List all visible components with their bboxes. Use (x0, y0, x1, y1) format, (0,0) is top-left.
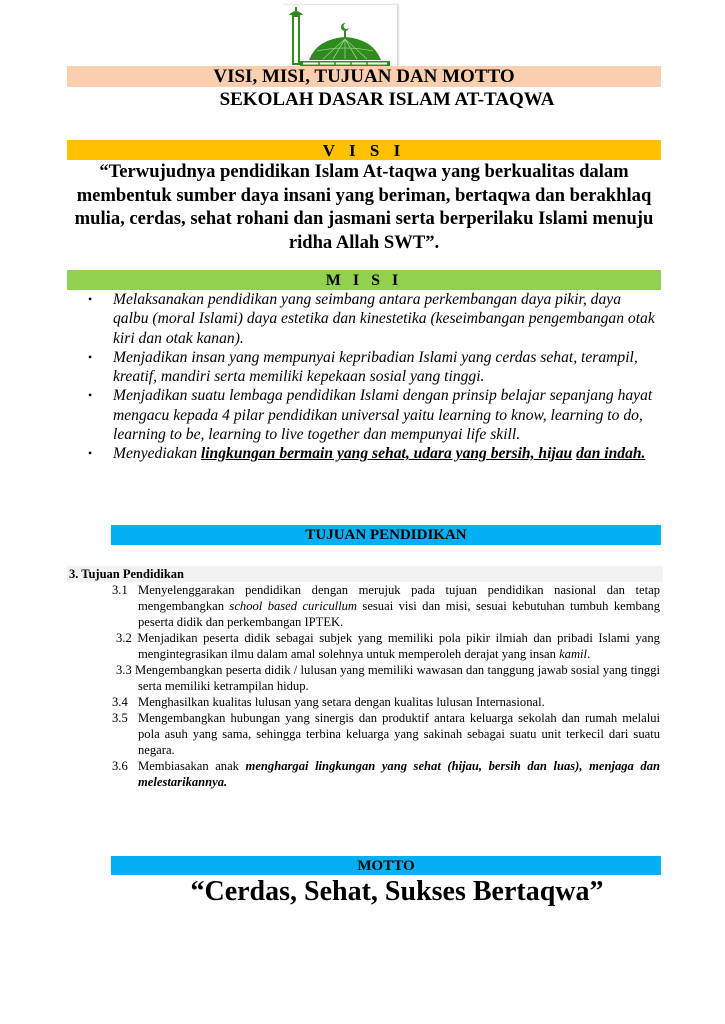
item-number: 3.3 (116, 663, 132, 677)
misi-item: • Melaksanakan pendidikan yang seimbang antara perkembangan daya pikir, daya qalbu (moral Islami) daya estetika dan kinestetika (keseimbangan pengembangan otak kiri dan otak kanan). (88, 291, 655, 347)
tujuan-list (112, 582, 660, 790)
document-title: VISI, MISI, TUJUAN DAN MOTTO (67, 66, 661, 87)
item-number: 3.2 (116, 631, 132, 645)
visi-statement: “Terwujudnya pendidikan Islam At-taqwa yang berkualitas dalam membentuk sumber daya insani yang beriman, bertaqwa dan berakhlaq mulia, cerdas, sehat rohani dan jasmani serta berperilaku Islami menuju ridha Allah SWT”. (74, 161, 654, 253)
tujuan-item: 3.3 Mengembangkan peserta didik / lulusan yang memiliki wawasan dan tanggung jawab sosial yang tinggi serta memiliki ketrampilan hidup. (116, 663, 660, 693)
item-number: 3.5 (112, 711, 128, 725)
visi-heading: V I S I (67, 140, 661, 160)
item-number: 3.4 (112, 695, 128, 709)
school-logo (283, 4, 398, 67)
bullet-icon: • (88, 388, 93, 403)
item-number: 3.1 (112, 583, 128, 597)
tujuan-section-title: 3. Tujuan Pendidikan (67, 566, 663, 582)
bullet-icon: • (88, 292, 93, 306)
misi-list (88, 290, 658, 464)
tujuan-item: 3.5 Mengembangkan hubungan yang sinergis dan produktif antara keluarga sekolah dan rumah melalui pola asuh yang sama, sehingga terbina keluarga yang sakinah sebagai suatu unit terkecil dari suatu negara. (112, 711, 660, 757)
misi-item: • Menjadikan insan yang mempunyai kepribadian Islami yang cerdas sehat, terampil, kreatif, mandiri serta memiliki kepekaan sosial yang tinggi. (88, 348, 638, 386)
misi-emphasis: lingkungan bermain yang sehat, udara yang bersih, hijau (200, 445, 573, 463)
tujuan-item: 3.2 Menjadikan peserta didik sebagai subjek yang memiliki pola pikir ilmiah dan pribadi Islami yang mengintegrasikan ilmu dalam amal solehnya untuk memperoleh derajat yang insan kamil. (116, 631, 660, 661)
bullet-icon: • (88, 446, 93, 461)
mosque-dome-minaret-logo-icon (283, 5, 397, 67)
school-name: SEKOLAH DASAR ISLAM AT-TAQWA (219, 89, 555, 110)
misi-item: • Menjadikan suatu lembaga pendidikan Islami dengan prinsip belajar sepanjang hayat mengacu kepada 4 pilar pendidikan universal yaitu learning to know, learning to do, learning to be, learning to live together dan mempunyai life skill. (88, 387, 653, 444)
tujuan-item: 3.6 Membiasakan anak menghargai lingkungan yang sehat (hijau, bersih dan luas), menjaga dan melestarikannya. (112, 759, 661, 789)
item-number: 3.6 (112, 759, 128, 773)
misi-heading: M I S I (67, 270, 661, 290)
tujuan-heading: TUJUAN PENDIDIKAN (111, 525, 661, 545)
motto-heading: MOTTO (111, 856, 661, 875)
tujuan-item: 3.4 Menghasilkan kualitas lulusan yang setara dengan kualitas lulusan Internasional. (112, 695, 545, 709)
misi-item: • Menyediakan lingkungan bermain yang sehat, udara yang bersih, hijau dan indah. (88, 445, 646, 463)
misi-emphasis: dan indah. (576, 445, 646, 463)
tujuan-item: 3.1 Menyelenggarakan pendidikan dengan merujuk pada tujuan pendidikan nasional dan tetap mengembangkan school based curicullum sesuai visi dan misi, sesuai kebutuhan tumbuh kembang peserta didik dan perkembangan IPTEK. (112, 583, 660, 629)
bullet-icon: • (88, 349, 93, 364)
motto-statement: “Cerdas, Sehat, Sukses Bertaqwa” (190, 876, 604, 907)
